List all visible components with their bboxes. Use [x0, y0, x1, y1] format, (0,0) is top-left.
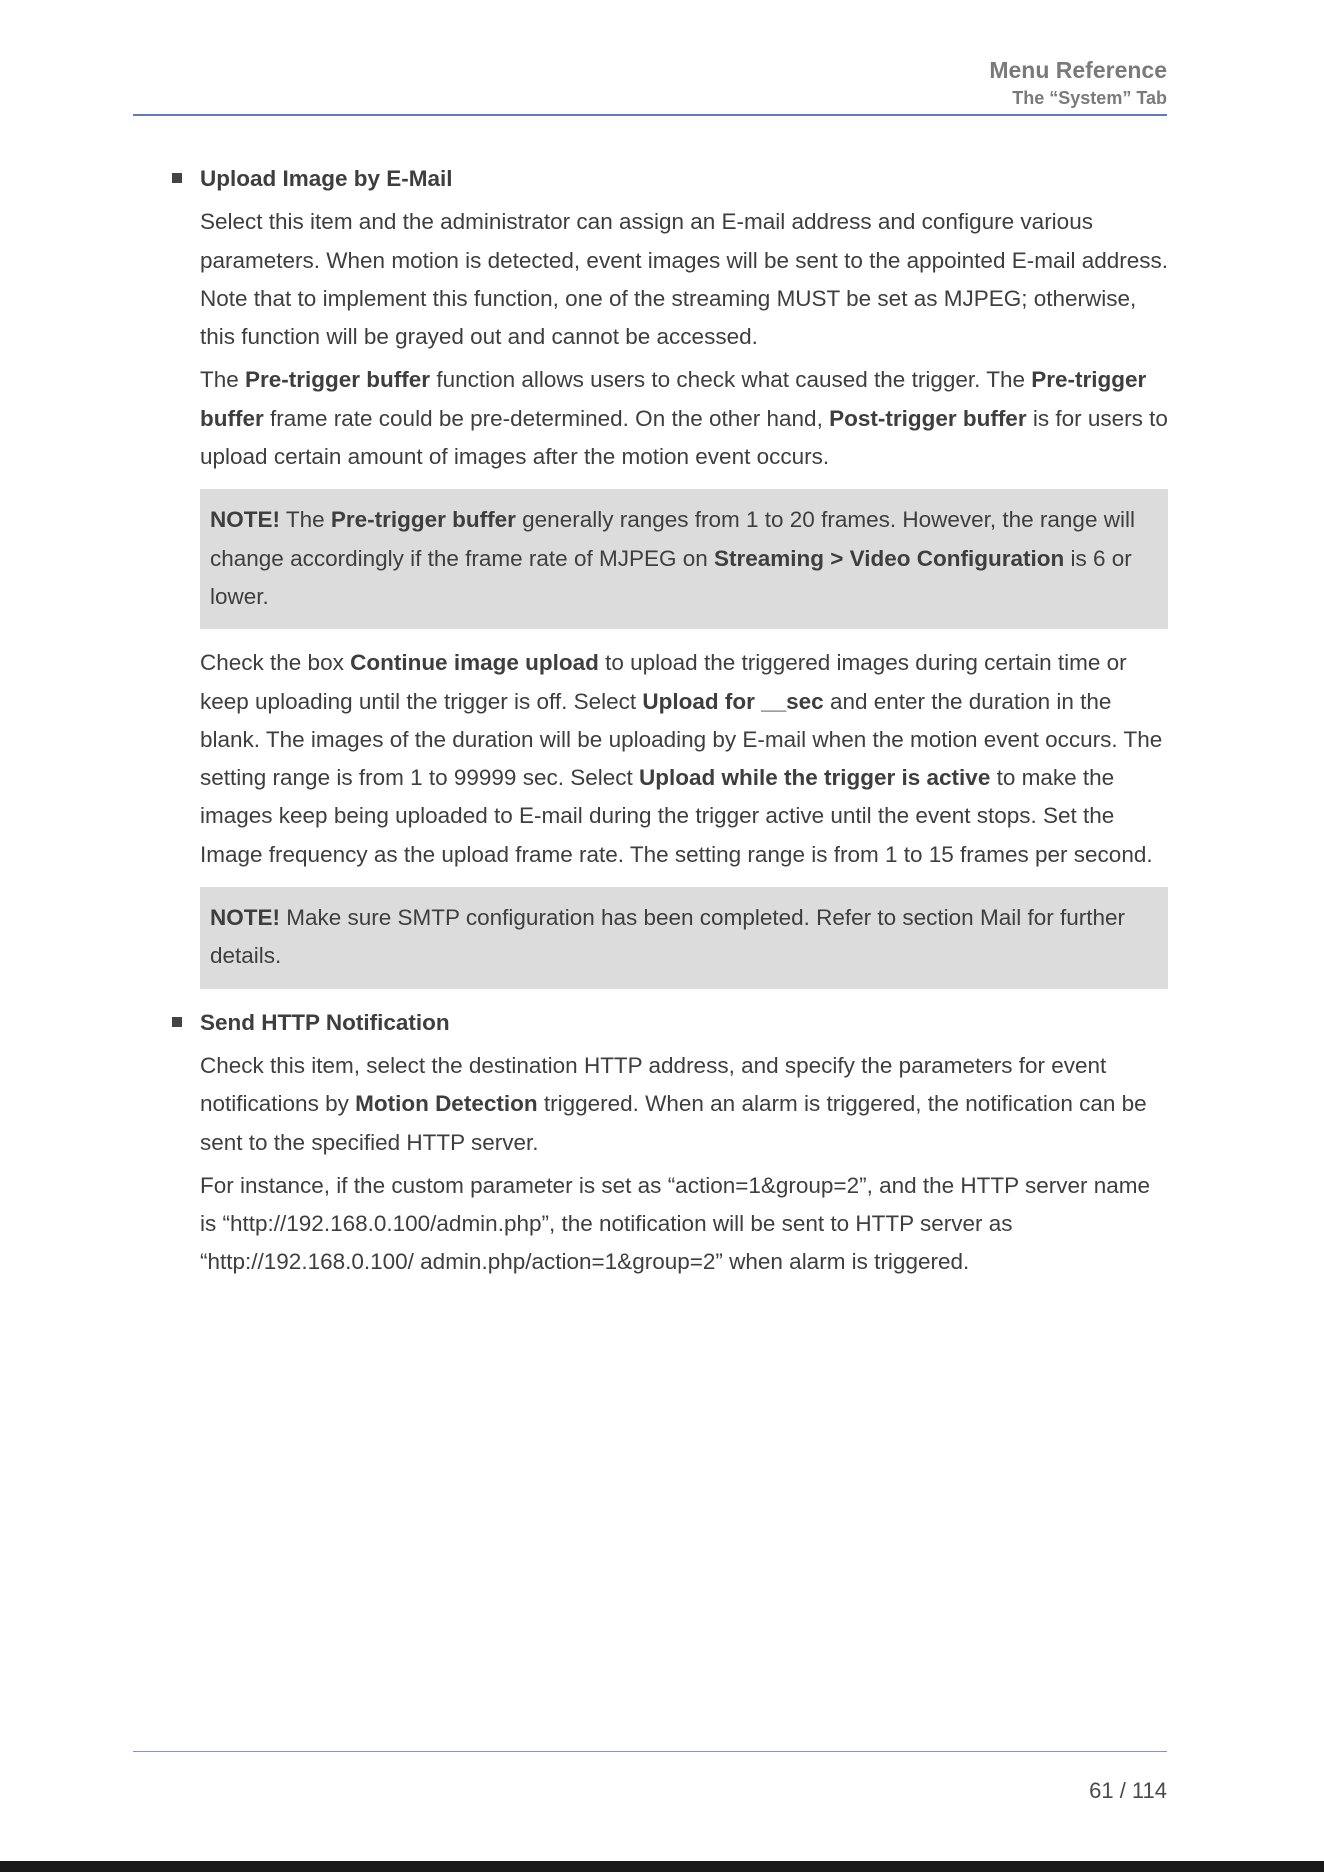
bold-term: Pre-trigger buffer — [245, 367, 431, 393]
note-text: NOTE! The Pre-trigger buffer generally ranges from 1 to 20 frames. However, the range will change accordingly if the frame rate of MJPEG on Streaming > Video Configuration is 6 or lower. — [210, 507, 1135, 609]
square-bullet-icon — [172, 173, 182, 183]
note-label: NOTE! — [210, 905, 280, 931]
bold-term: Upload for __sec — [642, 688, 824, 714]
note-box — [200, 887, 1168, 989]
paragraph: Check the box Continue image upload to upload the triggered images during certain time or keep uploading until the trigger is off. Select Upload for __sec and enter the duration in the blank. The images of the duration will be uploading by E-mail when the motion event occurs. The setting range is from 1 to 99999 sec. Select Upload while the trigger is active to make the images keep being uploaded to E-mail during the trigger active until the event stops. Set the Image frequency as the upload frame rate. The setting range is from 1 to 15 frames per second. — [200, 650, 1163, 867]
bold-term: Post-trigger buffer — [829, 405, 1027, 431]
page-body — [200, 160, 1168, 1287]
bold-term: Pre-trigger buffer — [200, 367, 1147, 431]
note-label: NOTE! — [210, 507, 280, 533]
section-title: Send HTTP Notification — [200, 1009, 450, 1035]
paragraph: Select this item and the administrator can assign an E-mail address and configure various parameters. When motion is detected, event images will be sent to the appointed E-mail address. Note that to implement this function, one of the streaming MUST be set as MJPEG; otherwise, this function will be grayed out and cannot be accessed. — [200, 209, 1169, 350]
paragraph: For instance, if the custom parameter is set as “action=1&group=2”, and the HTTP server name is “http://192.168.0.100/admin.php”, the notification will be sent to HTTP server as “http://192.168.0.100/ admin.php/action=1&group=2” when alarm is triggered. — [200, 1172, 1151, 1275]
note-text: NOTE! Make sure SMTP configuration has been completed. Refer to section Mail for further details. — [210, 905, 1125, 969]
section-http-notification-heading — [200, 1004, 1168, 1042]
header-subtitle: The “System” Tab — [1012, 88, 1167, 108]
paragraph: The Pre-trigger buffer function allows users to check what caused the trigger. The Pre-trigger buffer frame rate could be pre-determined. On the other hand, Post-trigger buffer is for users to upload certain amount of images after the motion event occurs. — [200, 367, 1168, 470]
bold-term: Motion Detection — [355, 1091, 538, 1117]
footer-rule — [133, 1751, 1167, 1752]
header-rule — [133, 114, 1167, 116]
section-title: Upload Image by E-Mail — [200, 166, 453, 191]
note-box — [200, 489, 1168, 629]
paragraph: Check this item, select the destination HTTP address, and specify the parameters for event notifications by Motion Detection triggered. When an alarm is triggered, the notification can be sent to the specified HTTP server. — [200, 1052, 1147, 1155]
bold-term: Streaming > Video Configuration — [714, 545, 1065, 571]
bold-term: Pre-trigger buffer — [330, 507, 516, 533]
header-title: Menu Reference — [989, 57, 1167, 83]
bold-term: Continue image upload — [350, 650, 599, 676]
running-header — [989, 54, 1167, 110]
viewer-bottom-edge — [0, 1861, 1324, 1872]
bold-term: Upload while the trigger is active — [639, 765, 991, 791]
section-upload-image-heading — [200, 160, 1168, 198]
square-bullet-icon — [172, 1017, 182, 1027]
page-number: 61 / 114 — [1089, 1778, 1167, 1803]
